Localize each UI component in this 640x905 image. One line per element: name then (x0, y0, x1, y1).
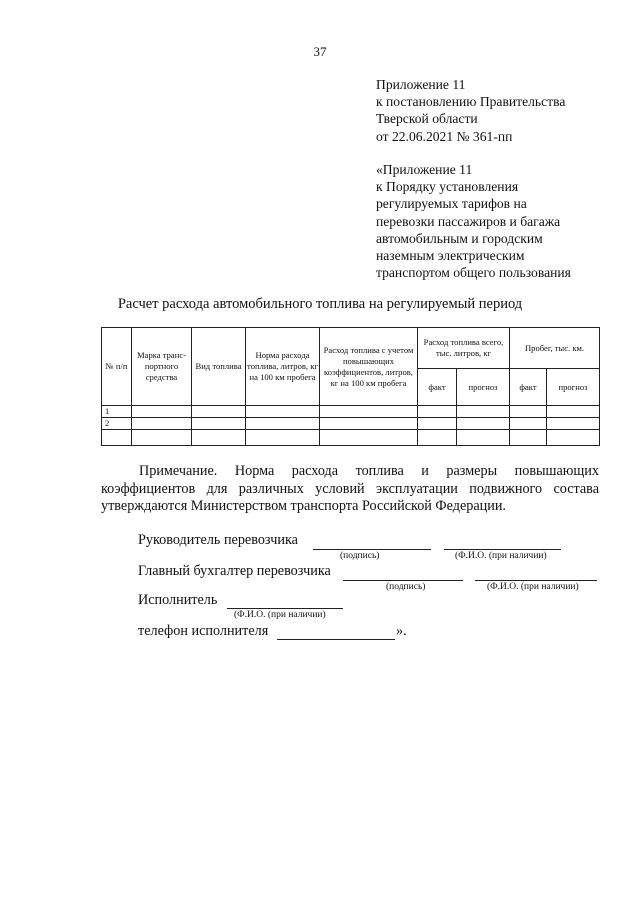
accountant-signature-line[interactable] (343, 580, 463, 581)
header-mileage: Пробег, тыс. км. (510, 328, 600, 369)
row-number: 1 (102, 406, 132, 418)
row-number (102, 430, 132, 446)
head-name-caption: (Ф.И.О. (при наличии) (455, 551, 547, 561)
table-row (102, 406, 600, 418)
table-row (102, 418, 600, 430)
appendix-order-line: к Порядку установления (376, 179, 519, 195)
header-consumption-total: Расход топлива всего, тыс. литров, кг (418, 328, 510, 369)
row-number: 2 (102, 418, 132, 430)
note-line: Примечание. Норма расхода топлива и размеры повышающих (139, 463, 599, 479)
appendix-header-line: к постановлению Правительства (376, 94, 566, 110)
accountant-name-caption: (Ф.И.О. (при наличии) (487, 582, 579, 592)
appendix-order-line: наземным электрическим (376, 248, 525, 264)
appendix-header-line: Приложение 11 (376, 77, 466, 92)
header-num: № п/п (102, 328, 132, 406)
appendix-order-line: «Приложение 11 (376, 162, 473, 177)
page-number: 37 (313, 44, 327, 59)
appendix-order-line: автомобильным и городским (376, 230, 543, 246)
appendix-order-line: регулируемых тарифов на (376, 196, 527, 212)
phone-line[interactable] (277, 639, 395, 640)
accountant-signature-caption: (подпись) (386, 582, 426, 592)
header-norm: Норма расхода топлива, литров, кг на 100 км пробега (246, 328, 320, 406)
appendix-order (376, 161, 571, 281)
phone-label: телефон исполнителя (138, 623, 269, 639)
header-brand: Марка транс-портного средства (132, 328, 192, 406)
appendix-order-line: перевозки пассажиров и багажа (376, 213, 561, 229)
header-forecast: прогноз (547, 369, 600, 406)
appendix-header-line: от 22.06.2021 № 361-пп (376, 128, 513, 144)
header-fuel-type: Вид топлива (192, 328, 246, 406)
accountant-name-line[interactable] (475, 580, 597, 581)
table-title: Расчет расхода автомобильного топлива на регулируемый период (117, 296, 523, 312)
head-label: Руководитель перевозчика (138, 532, 298, 548)
appendix-order-line: транспортом общего пользования (376, 265, 571, 281)
note (101, 463, 599, 516)
appendix-header-line: Тверской области (376, 111, 478, 127)
header-forecast: прогноз (457, 369, 510, 406)
accountant-label: Главный бухгалтер перевозчика (138, 563, 331, 579)
note-line: коэффициентов для различных условий эксплуатации подвижного состава (101, 480, 599, 497)
header-fact: факт (510, 369, 547, 406)
header-consumption-coef: Расход топлива с учетом повышающих коэффициентов, литров, кг на 100 км пробега (320, 328, 418, 406)
header-fact: факт (418, 369, 457, 406)
note-line: утверждаются Министерством транспорта Российской Федерации. (101, 498, 506, 514)
head-signature-caption: (подпись) (340, 551, 380, 561)
head-signature-line[interactable] (313, 549, 431, 550)
closing-quote: ». (396, 623, 407, 639)
table-row (102, 430, 600, 446)
fuel-calculation-table (101, 327, 600, 446)
executor-name-caption: (Ф.И.О. (при наличии) (234, 610, 326, 620)
executor-label: Исполнитель (138, 592, 218, 608)
head-name-line[interactable] (444, 549, 561, 550)
executor-name-line[interactable] (227, 608, 343, 609)
appendix-header (376, 76, 565, 145)
